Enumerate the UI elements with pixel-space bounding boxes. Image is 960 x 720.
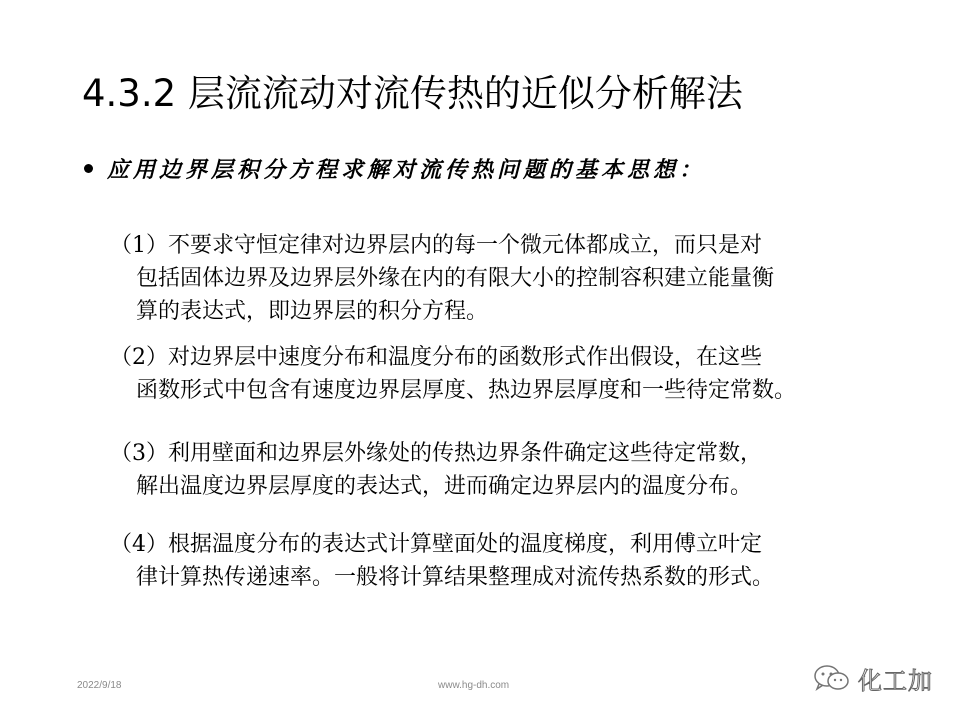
footer-url: www.hg-dh.com bbox=[438, 680, 510, 691]
paragraph-line: （1）不要求守恒定律对边界层内的每一个微元体都成立，而只是对 bbox=[110, 233, 762, 258]
watermark-text: 化工加 bbox=[858, 666, 933, 695]
paragraph-4 bbox=[110, 528, 774, 594]
paragraph-2 bbox=[110, 341, 796, 407]
paragraph-line: （2）对边界层中速度分布和温度分布的函数形式作出假设，在这些 bbox=[110, 345, 762, 370]
paragraph-line: （3）利用壁面和边界层外缘处的传热边界条件确定这些待定常数， bbox=[110, 441, 762, 466]
slide-title: 4.3.2 层流流动对流传热的近似分析解法 bbox=[82, 72, 743, 115]
paragraph-line: 律计算热传递速率。一般将计算结果整理成对流传热系数的形式。 bbox=[136, 565, 775, 590]
paragraph-line: 包括固体边界及边界层外缘在内的有限大小的控制容积建立能量衡 bbox=[136, 266, 775, 291]
footer-date: 2022/9/18 bbox=[77, 680, 122, 691]
paragraph-line: 解出温度边界层厚度的表达式，进而确定边界层内的温度分布。 bbox=[136, 474, 753, 499]
paragraph-line: 算的表达式，即边界层的积分方程。 bbox=[136, 299, 489, 324]
watermark bbox=[812, 660, 933, 696]
bullet-item bbox=[82, 148, 705, 188]
paragraph-1 bbox=[110, 229, 774, 328]
wechat-icon bbox=[812, 663, 852, 693]
paragraph-line: （4）根据温度分布的表达式计算壁面处的温度梯度，利用傅立叶定 bbox=[110, 532, 762, 557]
paragraph-3 bbox=[110, 437, 762, 503]
bullet-text: 应用边界层积分方程求解对流传热问题的基本思想： bbox=[107, 156, 706, 183]
paragraph-line: 函数形式中包含有速度边界层厚度、热边界层厚度和一些待定常数。 bbox=[136, 378, 797, 403]
bullet-dot-icon bbox=[84, 164, 93, 173]
